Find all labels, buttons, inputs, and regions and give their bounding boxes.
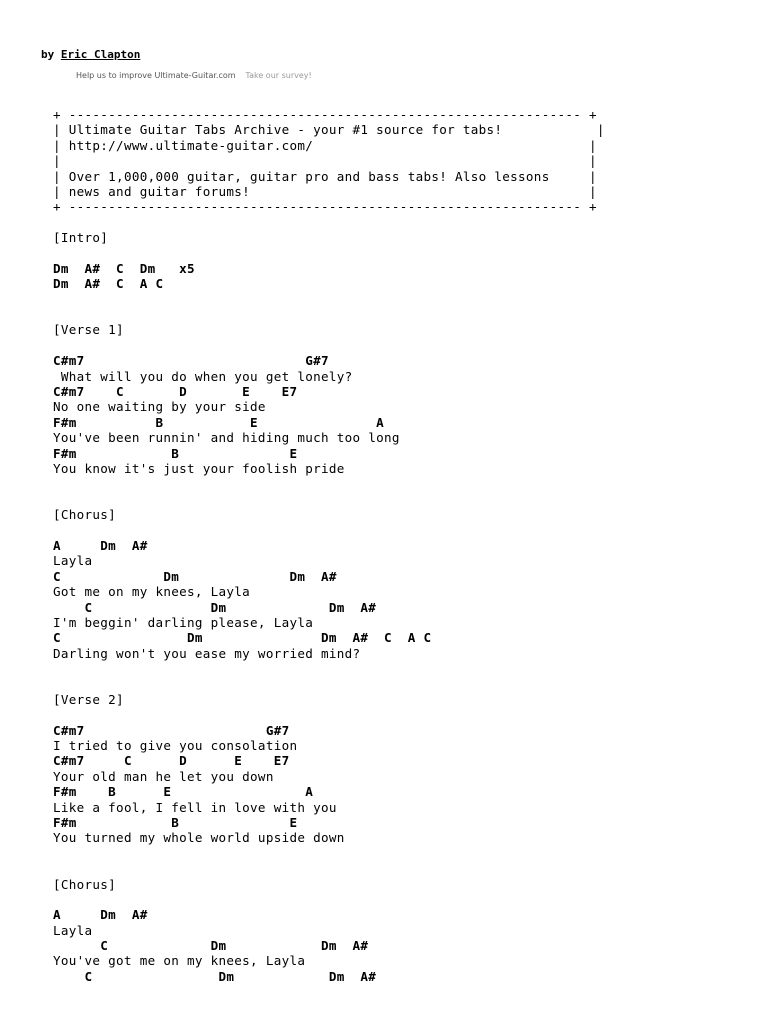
survey-help-text: Help us to improve Ultimate-Guitar.com — [76, 71, 236, 80]
lyric-line: You've been runnin' and hiding much too long — [53, 430, 400, 446]
chord-line: C Dm Dm A# — [53, 938, 369, 954]
chord-line: A Dm A# — [53, 907, 148, 923]
blank-line — [53, 846, 605, 861]
chord-line: C#m7 C D E E7 — [53, 753, 290, 769]
chord-line: F#m B E — [53, 445, 298, 461]
lyric-line: Layla — [53, 922, 93, 938]
chord-line: C Dm Dm A# — [53, 599, 377, 615]
chord-line: Dm A# C A C — [53, 276, 164, 292]
text-line: | | — [53, 153, 597, 169]
lyric-line: Like a fool, I fell in love with you — [53, 799, 337, 815]
text-line: + ----------------------------------------------------------------- + — [53, 199, 597, 215]
lyric-line: Layla — [53, 553, 93, 569]
text-line: + ----------------------------------------------------------------- + — [53, 107, 597, 122]
lyric-line: Got me on my knees, Layla — [53, 584, 251, 600]
chord-line: C Dm Dm A# C A C — [53, 630, 432, 646]
text-line: [Intro] — [53, 230, 109, 246]
text-line: [Chorus] — [53, 507, 117, 523]
blank-line — [53, 892, 605, 907]
blank-line — [53, 215, 605, 230]
text-line: [Chorus] — [53, 876, 117, 892]
chord-line: C#m7 G#7 — [53, 353, 329, 369]
text-line: [Verse 2] — [53, 691, 124, 707]
lyric-line: You turned my whole world upside down — [53, 830, 345, 846]
chord-line: A Dm A# — [53, 537, 148, 553]
survey-link[interactable]: Take our survey! — [245, 71, 312, 80]
blank-line — [53, 476, 605, 491]
lyric-line: Your old man he let you down — [53, 768, 274, 784]
text-line: | Over 1,000,000 guitar, guitar pro and bass tabs! Also lessons | — [53, 168, 597, 184]
byline-prefix: by — [41, 48, 61, 61]
lyric-line: You've got me on my knees, Layla — [53, 953, 306, 969]
text-line: [Verse 1] — [53, 322, 124, 338]
blank-line — [53, 307, 605, 322]
lyric-line: Darling won't you ease my worried mind? — [53, 645, 361, 661]
blank-line — [53, 661, 605, 676]
byline — [41, 48, 140, 61]
lyric-line: No one waiting by your side — [53, 399, 266, 415]
chord-line: F#m B E — [53, 814, 298, 830]
blank-line — [53, 292, 605, 307]
chord-line: C#m7 C D E E7 — [53, 384, 298, 400]
lyric-line: What will you do when you get lonely? — [53, 368, 353, 384]
lyric-line: I'm beggin' darling please, Layla — [53, 614, 314, 630]
chord-line: C#m7 G#7 — [53, 722, 290, 738]
chord-line: C Dm Dm A# — [53, 968, 377, 984]
survey-bar — [76, 71, 312, 80]
blank-line — [53, 861, 605, 876]
text-line: | http://www.ultimate-guitar.com/ | — [53, 137, 597, 153]
artist-link[interactable]: Eric Clapton — [60, 48, 141, 61]
text-line: | Ultimate Guitar Tabs Archive - your #1 source for tabs! | — [53, 122, 605, 138]
lyric-line: You know it's just your foolish pride — [53, 460, 345, 476]
blank-line — [53, 523, 605, 538]
chord-line: F#m B E A — [53, 784, 314, 800]
blank-line — [53, 707, 605, 722]
blank-line — [53, 338, 605, 353]
blank-line — [53, 676, 605, 691]
chord-line: C Dm Dm A# — [53, 568, 337, 584]
blank-line — [53, 246, 605, 261]
chord-line: F#m B E A — [53, 414, 385, 430]
text-line: | news and guitar forums! | — [53, 183, 597, 199]
tab-content — [53, 107, 605, 984]
chord-line: Dm A# C Dm x5 — [53, 260, 195, 276]
lyric-line: I tried to give you consolation — [53, 738, 298, 754]
blank-line — [53, 492, 605, 507]
